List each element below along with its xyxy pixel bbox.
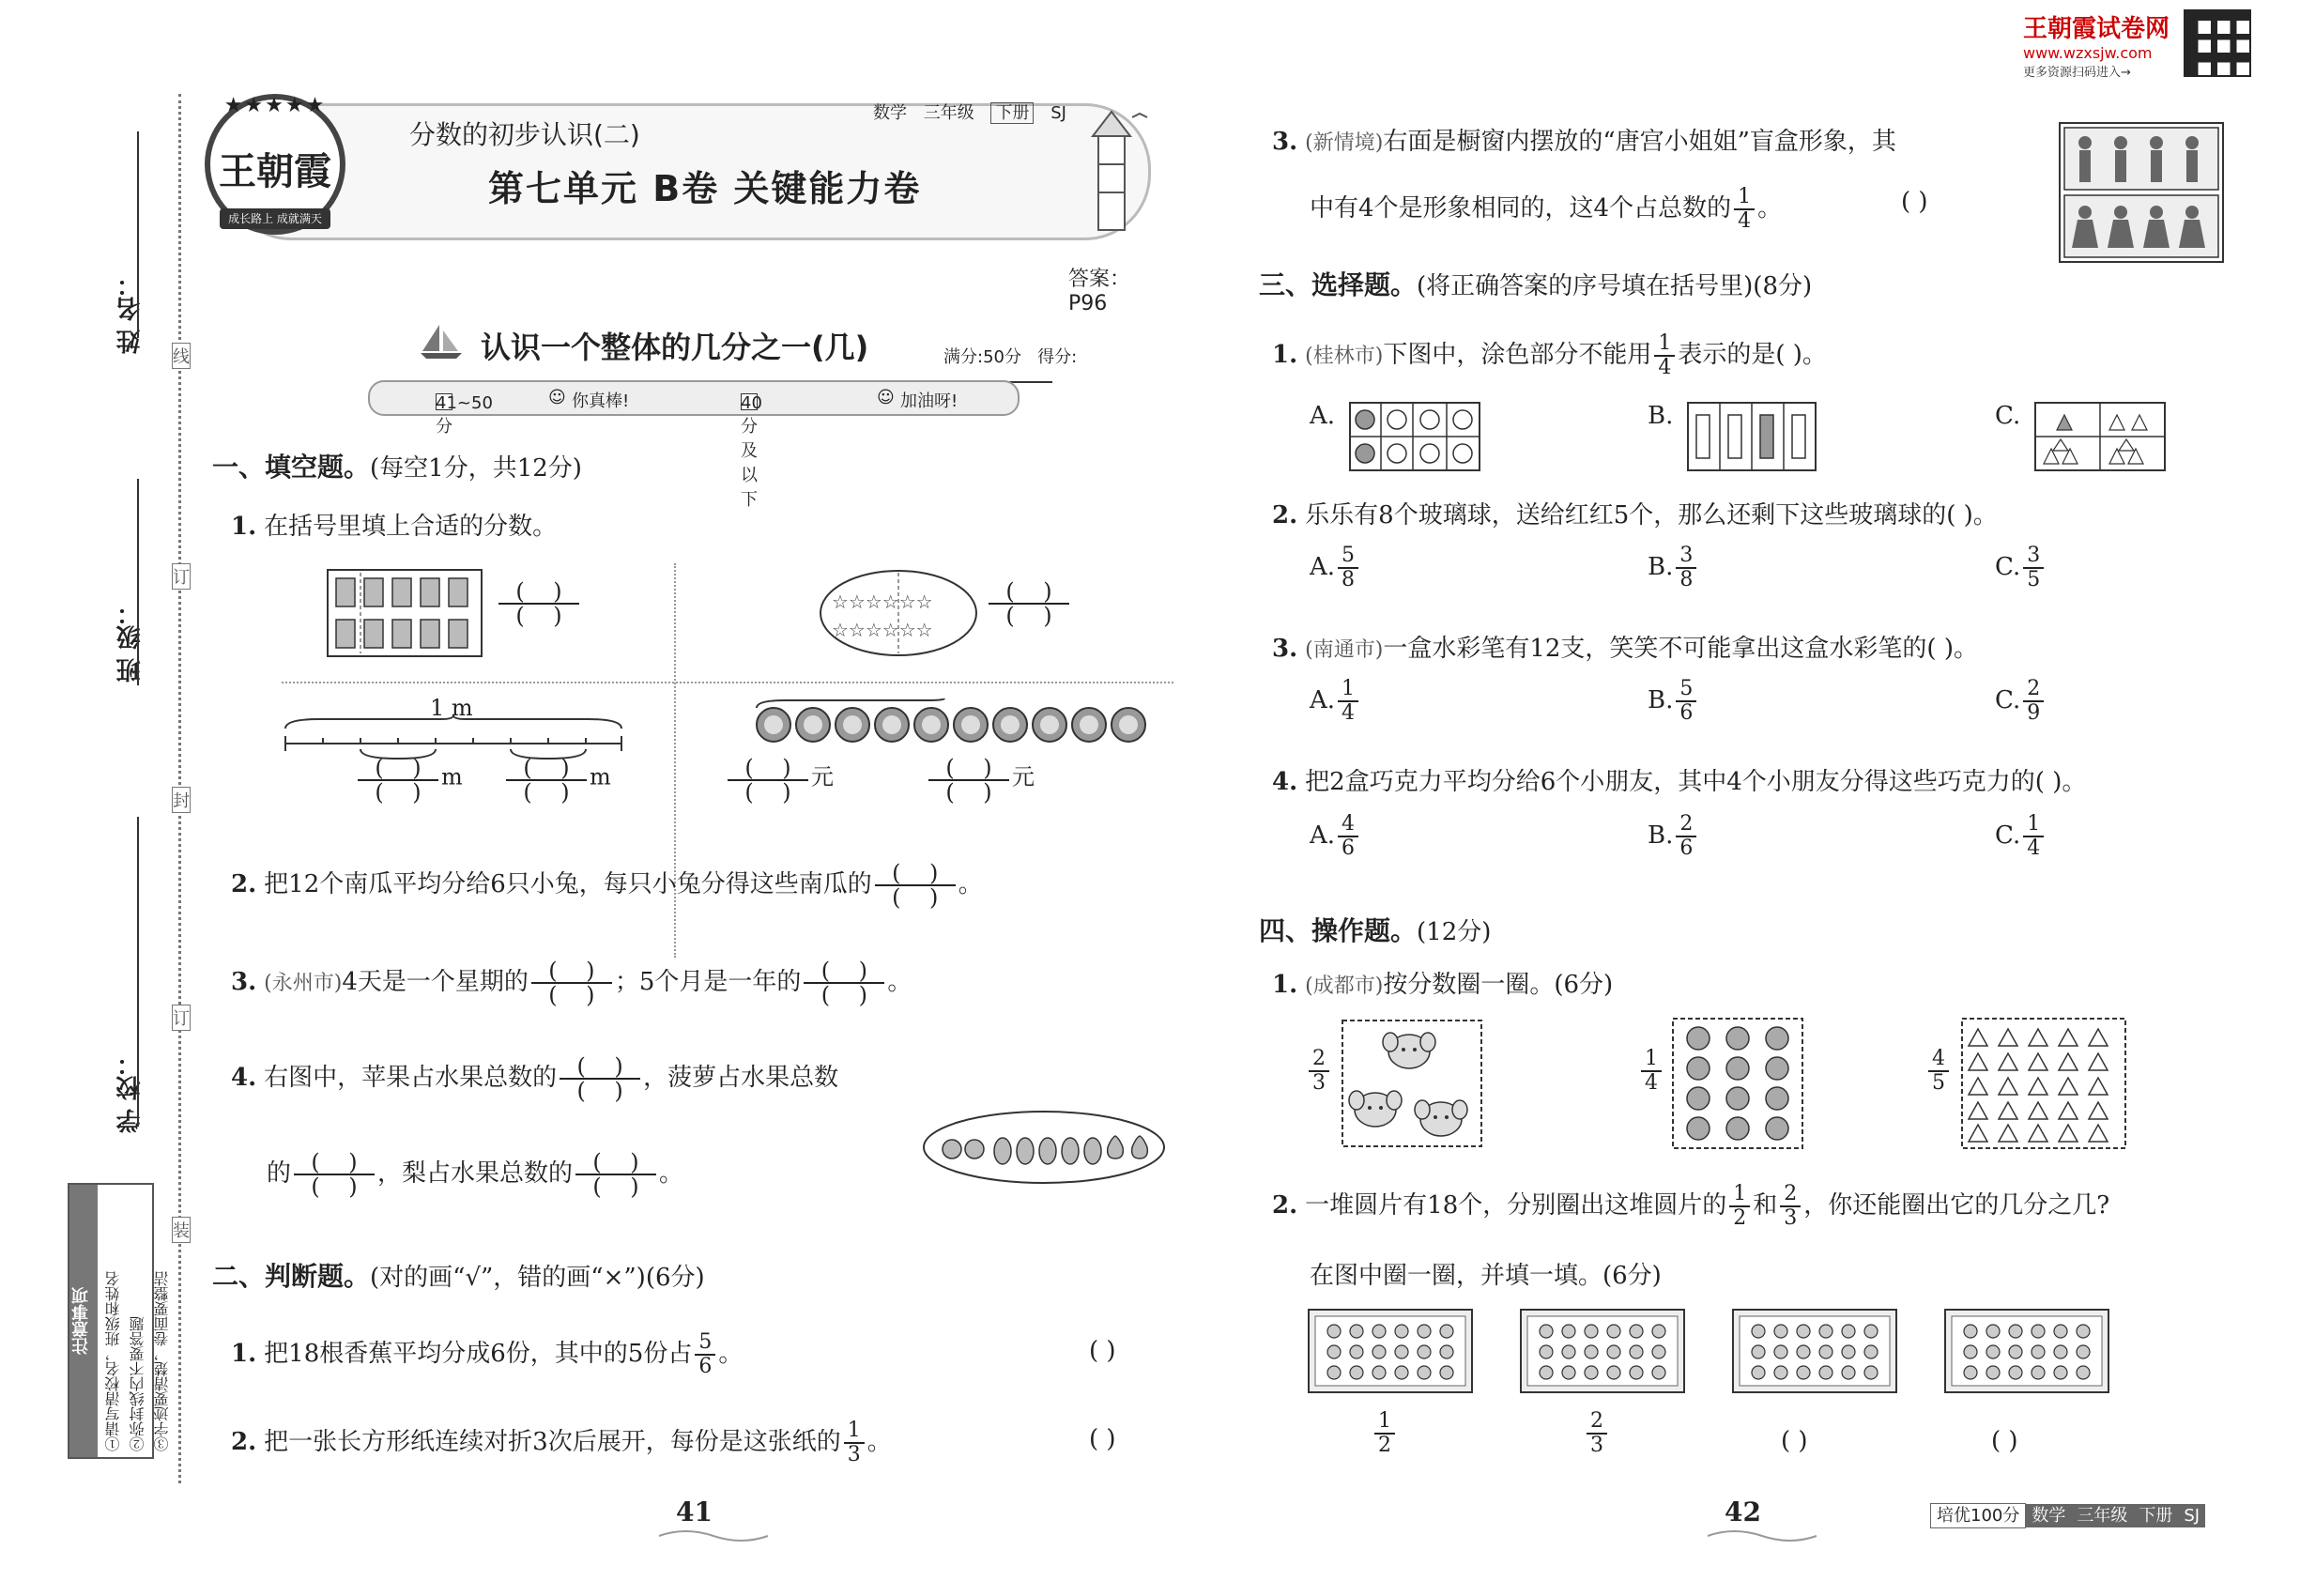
q-text: 和	[1753, 1191, 1778, 1220]
part2-title: 二、判断题。	[212, 1261, 371, 1292]
part3-title: 三、选择题。	[1259, 269, 1418, 300]
rating-a-range: 41~50分	[436, 393, 493, 437]
q3-2-option-a[interactable]: A. $\frac{5}{8}$	[1310, 545, 1361, 591]
q3-3-option-b[interactable]: B. $\frac{5}{6}$	[1648, 678, 1699, 725]
answer-reference: 答案：P96	[1068, 268, 1131, 315]
q-source: (新情境)	[1305, 131, 1384, 155]
q2-2	[231, 1420, 892, 1466]
q4-1-frac-a: $\frac{2}{3}$	[1306, 1048, 1332, 1095]
q1-4-answer-c[interactable]: ( ) ( )	[575, 1151, 656, 1198]
margin-mark: 订	[172, 1005, 191, 1031]
q-text: 把一张长方形纸连续对折3次后展开，每份是这张纸的	[264, 1428, 841, 1456]
q-source: (桂林市)	[1305, 345, 1384, 368]
q3-2-option-b[interactable]: B. $\frac{3}{8}$	[1648, 545, 1699, 591]
q3-4-option-a[interactable]: A. $\frac{4}{6}$	[1310, 813, 1361, 860]
q-source: (永州市)	[264, 972, 343, 995]
unit-yuan: 元	[811, 763, 834, 790]
q-number: 4.	[231, 1064, 257, 1092]
q-text: 在括号里填上合适的分数。	[264, 513, 558, 541]
cheer-icon: ☺	[877, 388, 895, 407]
logo-stars: ★★★★★	[223, 94, 327, 117]
q3-2-option-c[interactable]: C. $\frac{3}{5}$	[1995, 545, 2047, 591]
q-number: 3.	[1272, 128, 1298, 156]
q1-1-answer-f[interactable]: ( ) ( ) 元	[926, 757, 1035, 804]
q3-1-option-c[interactable]: C.	[1995, 402, 2021, 430]
q3-4-option-b[interactable]: B. $\frac{2}{6}$	[1648, 813, 1699, 860]
q1-3-answer-a[interactable]: ( ) ( )	[531, 959, 612, 1006]
part1-note: (每空1分，共12分)	[370, 454, 582, 483]
footer-grade: 三年级	[2071, 1504, 2133, 1527]
ruler-label: 1 m	[430, 695, 473, 721]
footer-edition: SJ	[2178, 1504, 2205, 1527]
q1-4-answer-a[interactable]: ( ) ( )	[560, 1055, 640, 1102]
q-text: ；5个月是一年的	[614, 968, 802, 996]
q3-1	[1272, 332, 1827, 379]
wave-ornament	[657, 1527, 770, 1545]
q-number: 2.	[1272, 1191, 1298, 1220]
q-end: 。	[887, 968, 912, 996]
tag-edition: SJ	[1050, 103, 1066, 123]
q1-2-answer[interactable]: ( ) ( )	[875, 862, 956, 909]
q4-1	[1272, 965, 1613, 1000]
notes-title: 注意事项	[69, 1185, 98, 1457]
logo-ribbon: 成长路上 成就满天	[220, 208, 330, 229]
rating-a-text: 你真棒!	[572, 391, 630, 411]
q3-2	[1272, 496, 1998, 530]
name-field[interactable]	[137, 131, 139, 338]
q-number: 2.	[231, 870, 257, 898]
q-number: 1.	[231, 513, 257, 541]
dots-board-1[interactable]	[1308, 1309, 1473, 1393]
notes-body	[101, 1190, 175, 1451]
margin-mark: 封	[172, 787, 191, 813]
option-c-triangles	[2034, 402, 2166, 471]
q-number: 1.	[1272, 341, 1298, 369]
name-label: 姓 名：	[116, 272, 145, 355]
q2-3	[1272, 122, 1896, 157]
svg-text:☆☆☆☆☆☆: ☆☆☆☆☆☆	[832, 619, 933, 641]
tomatoes-figure[interactable]	[1672, 1018, 1803, 1149]
fraction: $\frac{1}{3}$	[844, 1420, 865, 1466]
q2-2-answer[interactable]: ( )	[1089, 1425, 1116, 1453]
ruler-figure	[282, 715, 625, 762]
q-text: 一盒水彩笔有12支，笑笑不可能拿出这盒水彩笔的( )。	[1383, 635, 1978, 663]
q-text: 右图中，苹果占水果总数的	[264, 1064, 558, 1092]
board-3-answer[interactable]: ( )	[1781, 1427, 1808, 1455]
unit-title: 第七单元 B卷 关键能力卷	[488, 168, 922, 209]
triangles-figure[interactable]	[1961, 1018, 2126, 1149]
q3-1-option-b[interactable]: B.	[1648, 402, 1674, 430]
dots-board-3[interactable]	[1732, 1309, 1897, 1393]
cups-figure	[327, 569, 483, 657]
score-label: 得分:	[1037, 347, 1078, 367]
q-number: 2.	[1272, 501, 1298, 529]
q-source: (南通市)	[1305, 638, 1384, 662]
q-text: ，你还能圈出它的几分之几?	[1803, 1191, 2110, 1220]
site-tip: 更多资源扫码进入→	[2023, 66, 2131, 80]
part1-title: 一、填空题。	[212, 452, 371, 483]
full-score: 满分:50分	[943, 347, 1021, 367]
q1-1-answer-a[interactable]: ( ) ( )	[496, 580, 582, 627]
footer-subject: 数学	[2026, 1504, 2071, 1527]
svg-text:☆☆☆☆☆☆: ☆☆☆☆☆☆	[832, 591, 933, 613]
sailboat-icon	[419, 323, 464, 361]
site-name: 王朝霞试卷网	[2023, 15, 2170, 43]
q4-1-frac-c: $\frac{4}{5}$	[1925, 1048, 1952, 1095]
wave-ornament	[1706, 1527, 1818, 1545]
fraction: $\frac{1}{4}$	[1654, 332, 1675, 379]
part4-title: 四、操作题。	[1259, 915, 1418, 946]
q1-4-answer-b[interactable]: ( ) ( )	[294, 1151, 375, 1198]
q-number: 4.	[1272, 768, 1298, 796]
unit-yuan: 元	[1012, 763, 1035, 790]
q-end: 。	[1757, 194, 1783, 223]
q1-1	[231, 507, 557, 542]
option-a-circles	[1349, 402, 1480, 471]
q-text: 右面是橱窗内摆放的“唐宫小姐姐”盲盒形象，其	[1383, 128, 1896, 156]
q-text: ，菠萝占水果总数	[643, 1064, 839, 1092]
q-text: 一堆圆片有18个，分别圈出这堆圆片的	[1305, 1191, 1727, 1220]
board-1-label: $\frac{1}{2}$	[1372, 1410, 1398, 1457]
unit-m: m	[590, 763, 611, 790]
q1-4	[231, 1055, 838, 1102]
q3-1-option-a[interactable]: A.	[1310, 402, 1336, 430]
q-text: 4天是一个星期的	[342, 968, 529, 996]
q-end: 。	[866, 1428, 892, 1456]
coins-figure	[747, 698, 1160, 745]
part1-heading	[212, 447, 582, 484]
note-item: ③字迹要清楚，卷面要整洁	[153, 1271, 171, 1451]
q-end: 。	[659, 1159, 684, 1188]
q2-3-line2	[1310, 186, 1782, 233]
tag-subject: 数学	[873, 103, 907, 123]
q1-1-answer-e[interactable]: ( ) ( ) 元	[725, 757, 834, 804]
part2-heading	[212, 1256, 705, 1294]
q-text: 把18根香蕉平均分成6份，其中的5份占	[264, 1340, 693, 1368]
q-text: 按分数圈一圈。(6分)	[1383, 971, 1614, 999]
q1-2	[231, 862, 983, 909]
q4-1-frac-b: $\frac{1}{4}$	[1638, 1048, 1664, 1095]
footer-volume: 下册	[2133, 1504, 2178, 1527]
puppies-figure[interactable]	[1342, 1020, 1482, 1147]
unit-subtitle: 分数的初步认识(二)	[409, 119, 640, 150]
q-number: 3.	[1272, 635, 1298, 663]
q1-3-answer-b[interactable]: ( ) ( )	[804, 959, 884, 1006]
margin-mark: 装	[172, 1217, 191, 1243]
site-logo[interactable]	[2023, 9, 2170, 80]
page-number-right: 42	[1725, 1496, 1761, 1527]
footer-tag	[1930, 1502, 2205, 1527]
q3-3-option-a[interactable]: A. $\frac{1}{4}$	[1310, 678, 1361, 725]
margin-mark: 订	[172, 563, 191, 590]
lighthouse-icon	[1070, 99, 1155, 239]
school-field[interactable]	[137, 817, 139, 1127]
q-text: ，梨占水果总数的	[377, 1159, 574, 1188]
class-field[interactable]	[137, 479, 139, 685]
board-2-label: $\frac{2}{3}$	[1584, 1410, 1610, 1457]
q-text: 的	[267, 1159, 292, 1188]
q2-1-answer[interactable]: ( )	[1089, 1337, 1116, 1365]
rating-b-range: 40分及以下	[741, 393, 762, 510]
brand-logo	[205, 94, 345, 235]
q-end: 。	[958, 870, 983, 898]
q-text: 把12个南瓜平均分给6只小兔，每只小兔分得这些南瓜的	[264, 870, 872, 898]
part2-note: (对的画“√”，错的画“×”)(6分)	[370, 1264, 705, 1292]
fraction: $\frac{1}{4}$	[1734, 186, 1755, 233]
logo-brand: 王朝霞	[219, 149, 331, 193]
q1-1-answer-b[interactable]: ( ) ( )	[986, 580, 1072, 627]
option-b-bars	[1687, 402, 1817, 471]
q3-4-option-c[interactable]: C. $\frac{1}{4}$	[1995, 813, 2047, 860]
fraction: $\frac{5}{6}$	[695, 1331, 715, 1378]
notes-box	[68, 1183, 171, 1459]
q4-2-line2: 在图中圈一圈，并填一填。(6分)	[1310, 1262, 1662, 1290]
class-label: 班 级：	[116, 601, 145, 683]
q1-4-line2	[267, 1151, 683, 1198]
rating-b-text: 加油呀!	[900, 391, 958, 411]
q4-2: 2. 一堆圆片有18个，分别圈出这堆圆片的 $\frac{1}{2}$ 和 $\frac{2}{3}$ ，你还能圈出它的几分之几?	[1272, 1182, 2110, 1230]
q-number: 3.	[231, 968, 257, 996]
q-text: 中有4个是形象相同的，这4个占总数的	[1310, 194, 1732, 223]
part4-note: (12分)	[1417, 918, 1492, 946]
smile-icon: ☺	[548, 388, 566, 407]
fruits-figure	[922, 1110, 1166, 1185]
dots-board-2[interactable]	[1520, 1309, 1685, 1393]
q3-3	[1272, 629, 1978, 664]
q-end: 。	[718, 1340, 744, 1368]
tag-volume: 下册	[990, 102, 1034, 124]
part3-note: (将正确答案的序号填在括号里)(8分)	[1417, 272, 1813, 300]
q2-1	[231, 1331, 743, 1378]
stars-figure	[819, 569, 978, 657]
q1-3	[231, 959, 912, 1006]
figurines-cabinet	[2059, 122, 2224, 263]
q-text: 表示的是( )。	[1678, 341, 1827, 369]
dots-board-4[interactable]	[1944, 1309, 2109, 1393]
q-number: 1.	[231, 1340, 257, 1368]
q2-3-answer[interactable]: ( )	[1901, 188, 1928, 216]
note-item: ①请写清校名，班级和姓名	[104, 1271, 122, 1451]
note-item: ②弥封线内不要答题	[129, 1316, 146, 1451]
page-number-left: 41	[676, 1496, 713, 1527]
q1-1-answer-c[interactable]: ( ) ( ) m	[355, 757, 463, 804]
q-number: 1.	[1272, 971, 1298, 999]
q-text: 把2盒巧克力平均分给6个小朋友，其中4个小朋友分得这些巧克力的( )。	[1305, 768, 2087, 796]
meta-tags	[873, 100, 1078, 124]
unit-m: m	[441, 763, 463, 790]
board-4-answer[interactable]: ( )	[1991, 1427, 2018, 1455]
school-label: 学 校：	[116, 1051, 145, 1134]
q3-3-option-c[interactable]: C. $\frac{2}{9}$	[1995, 678, 2047, 725]
q-text: 乐乐有8个玻璃球，送给红红5个，那么还剩下这些玻璃球的( )。	[1305, 501, 1998, 529]
q1-1-answer-d[interactable]: ( ) ( ) m	[503, 757, 611, 804]
qr-code-icon[interactable]	[2184, 9, 2251, 77]
margin-mark: 线	[172, 343, 191, 369]
q-number: 2.	[231, 1428, 257, 1456]
q-text: 下图中，涂色部分不能用	[1383, 341, 1652, 369]
footer-series: 培优100分	[1930, 1503, 2026, 1528]
figure-divider	[282, 682, 1173, 683]
tag-grade: 三年级	[923, 103, 974, 123]
part4-heading	[1259, 911, 1491, 948]
site-url[interactable]: www.wzxsjw.com	[2023, 44, 2153, 62]
q-source: (成都市)	[1305, 974, 1384, 998]
section-title: 认识一个整体的几分之一(几)	[481, 330, 869, 365]
q3-4	[1272, 762, 2086, 797]
right-page	[1150, 0, 2300, 1596]
part3-heading	[1259, 265, 1812, 302]
